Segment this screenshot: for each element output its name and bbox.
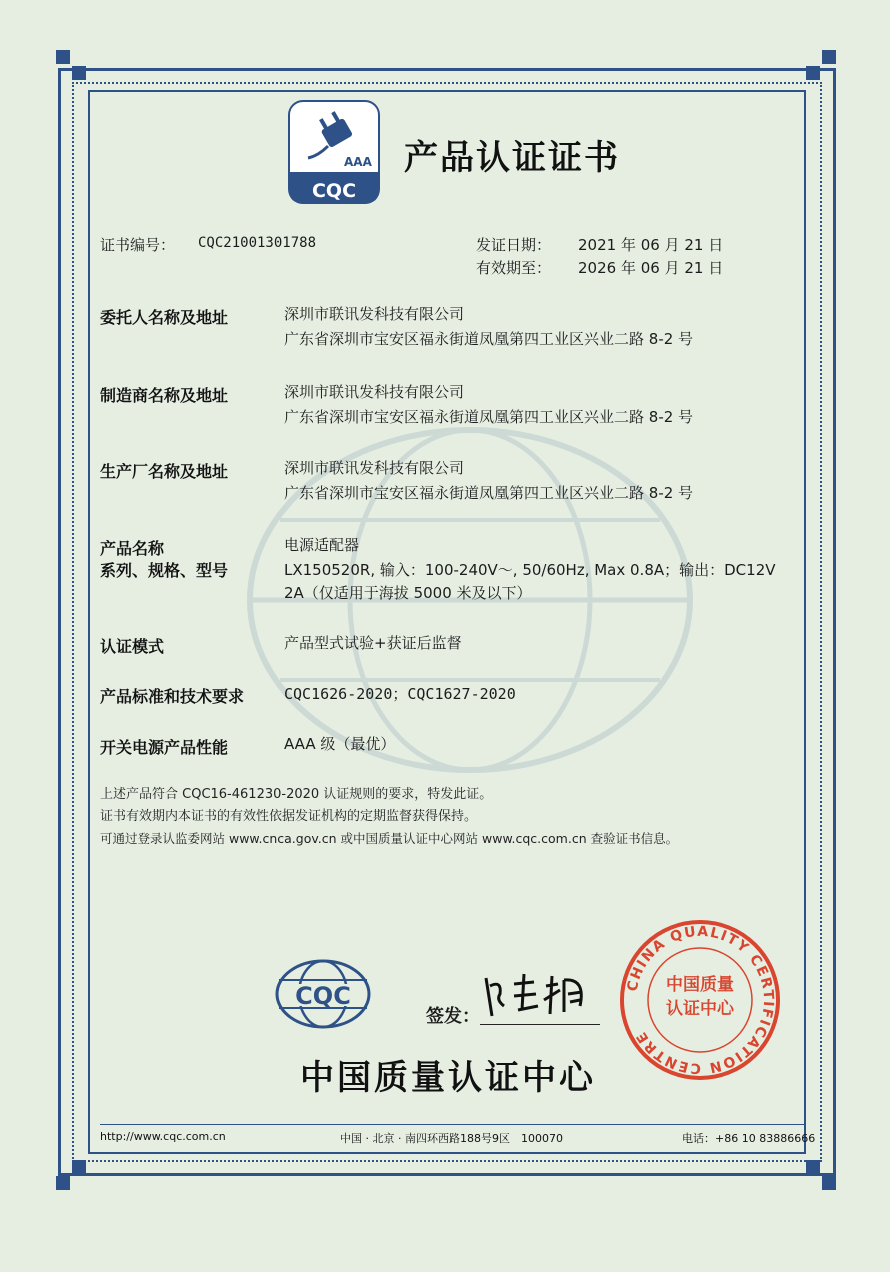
svg-text:认证中心: 认证中心 [666,999,734,1019]
official-seal-stamp [618,918,782,1082]
cqc-aaa-logo-icon [288,100,380,204]
note-line: 证书有效期内本证书的有效性依据发证机构的定期监督获得保持。 [100,809,478,824]
cert-mode-value: 产品型式试验+获证后监督 [284,634,462,652]
product-name: 电源适配器 [284,536,360,554]
handwritten-signature [474,966,604,1026]
signature-line [480,1024,600,1025]
applicant-address: 广东省深圳市宝安区福永街道凤凰第四工业区兴业二路 8-2 号 [284,330,694,348]
standard-value: CQC1626-2020；CQC1627-2020 [284,685,516,703]
issue-date-value: 2021 年 06 月 21 日 [578,236,724,254]
svg-text:中国质量: 中国质量 [666,975,734,995]
cert-no-label: 证书编号： [100,236,176,254]
signature-label: 签发： [426,1006,480,1027]
factory-label: 生产厂名称及地址 [100,462,229,481]
manufacturer-address: 广东省深圳市宝安区福永街道凤凰第四工业区兴业二路 8-2 号 [284,408,694,426]
applicant-name: 深圳市联讯发科技有限公司 [284,305,465,323]
note-line: 上述产品符合 CQC16-461230-2020 认证规则的要求，特发此证。 [100,787,493,802]
standard-label: 产品标准和技术要求 [100,687,245,706]
logo-brand: CQC [311,180,357,202]
notes [100,784,678,850]
expiry-date-value: 2026 年 06 月 21 日 [578,259,724,277]
performance-value: AAA 级（最优） [284,735,396,753]
product-spec-line1: LX150520R, 输入：100-240V～, 50/60Hz, Max 0.8A；输出：DC12V [284,561,776,579]
note-line: 可通过登录认监委网站 www.cnca.gov.cn 或中国质量认证中心网站 www.cqc.com.cn 查验证书信息。 [100,831,679,846]
issuer-logo-text: CQC [295,982,351,1010]
product-spec-line2: 2A（仅适用于海拔 5000 米及以下） [284,584,532,602]
page-title: 产品认证证书 [404,138,620,178]
product-name-label: 产品名称 [100,539,165,558]
expiry-date-label: 有效期至： [476,259,552,277]
factory-name: 深圳市联讯发科技有限公司 [284,459,465,477]
performance-label: 开关电源产品性能 [100,738,229,757]
issuer-name: 中国质量认证中心 [300,1058,596,1098]
product-model-label: 系列、规格、型号 [100,561,229,580]
footer-website[interactable]: http://www.cqc.com.cn [100,1130,226,1143]
cert-mode-label: 认证模式 [100,637,165,656]
factory-address: 广东省深圳市宝安区福永街道凤凰第四工业区兴业二路 8-2 号 [284,484,694,502]
manufacturer-name: 深圳市联讯发科技有限公司 [284,383,465,401]
applicant-label: 委托人名称及地址 [100,308,229,327]
manufacturer-label: 制造商名称及地址 [100,386,229,405]
footer-divider [100,1124,806,1125]
cqc-globe-logo-icon [274,958,372,1030]
footer-address: 中国 · 北京 · 南四环西路188号9区 100070 [340,1132,563,1145]
issue-date-label: 发证日期： [476,236,552,254]
svg-text:CHINA QUALITY CERTIFICATION CE: CHINA QUALITY CERTIFICATION CENTRE [624,923,777,1077]
footer-phone: 电话：+86 10 83886666 [682,1132,816,1145]
cert-no-value: CQC21001301788 [198,235,317,251]
logo-grade: AAA [344,155,372,169]
